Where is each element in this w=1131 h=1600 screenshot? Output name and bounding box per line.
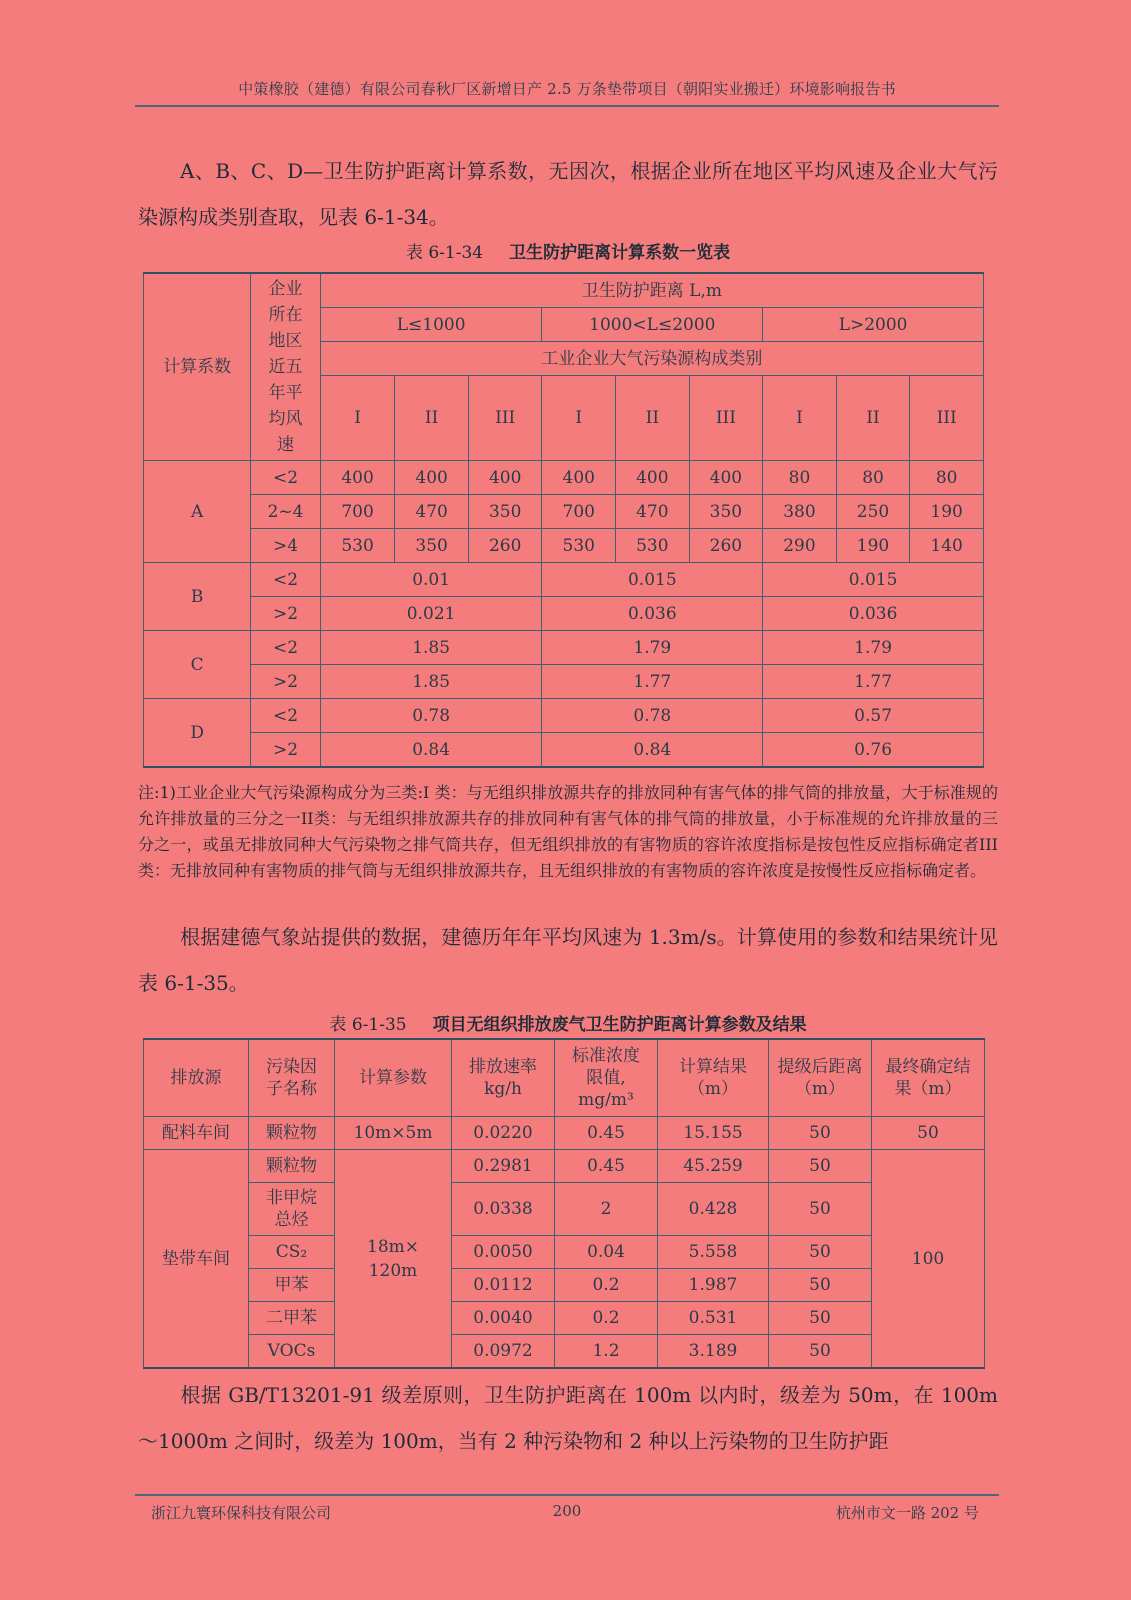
value-cell: 0.01 bbox=[320, 563, 542, 597]
value-cell: 80 bbox=[836, 461, 910, 495]
header-final: 最终确定结果（m） bbox=[872, 1039, 985, 1117]
result-cell: 0.428 bbox=[658, 1183, 769, 1236]
value-cell: 400 bbox=[616, 461, 690, 495]
coef-label: D bbox=[144, 699, 251, 768]
value-cell: 700 bbox=[320, 495, 395, 529]
wind-cell: >2 bbox=[251, 733, 320, 768]
value-cell: 0.76 bbox=[763, 733, 984, 768]
value-cell: 400 bbox=[689, 461, 763, 495]
param-cell: 10m×5m bbox=[335, 1117, 452, 1150]
table-caption-6-1-35 bbox=[138, 1010, 998, 1035]
rate-cell: 0.0972 bbox=[452, 1335, 555, 1369]
value-cell: 1.85 bbox=[320, 665, 542, 699]
class-cell: III bbox=[689, 376, 763, 461]
coef-label: A bbox=[144, 461, 251, 563]
value-cell: 380 bbox=[763, 495, 837, 529]
factor-cell: 二甲苯 bbox=[249, 1302, 335, 1335]
wind-cell: >4 bbox=[251, 529, 320, 563]
header-source: 排放源 bbox=[144, 1039, 249, 1117]
value-cell: 400 bbox=[542, 461, 616, 495]
value-cell: 1.77 bbox=[542, 665, 763, 699]
footer-company: 浙江九寰环保科技有限公司 bbox=[151, 1504, 332, 1522]
paragraph-text: 根据建德气象站提供的数据，建德历年年平均风速为 1.3m/s。计算使用的参数和结果统计见表 6-1-35。 bbox=[138, 925, 998, 995]
caption-title: 卫生防护距离计算系数一览表 bbox=[509, 243, 731, 263]
limit-cell: 0.2 bbox=[555, 1302, 658, 1335]
coefficient-table bbox=[143, 272, 984, 768]
limit-cell: 2 bbox=[555, 1183, 658, 1236]
value-cell: 530 bbox=[616, 529, 690, 563]
header-source-category: 工业企业大气污染源构成类别 bbox=[320, 342, 983, 376]
value-cell: 0.015 bbox=[763, 563, 984, 597]
result-cell: 15.155 bbox=[658, 1117, 769, 1150]
limit-cell: 0.04 bbox=[555, 1236, 658, 1269]
limit-cell: 1.2 bbox=[555, 1335, 658, 1369]
factor-cell: VOCs bbox=[249, 1335, 335, 1369]
value-cell: 190 bbox=[910, 495, 984, 529]
value-cell: 140 bbox=[910, 529, 984, 563]
value-cell: 0.021 bbox=[320, 597, 542, 631]
class-cell: I bbox=[542, 376, 616, 461]
value-cell: 0.015 bbox=[542, 563, 763, 597]
param-cell: 18m× 120m bbox=[335, 1150, 452, 1369]
wind-cell: <2 bbox=[251, 461, 320, 495]
value-cell: 1.79 bbox=[763, 631, 984, 665]
value-cell: 0.84 bbox=[320, 733, 542, 768]
rate-cell: 0.2981 bbox=[452, 1150, 555, 1183]
value-cell: 0.78 bbox=[320, 699, 542, 733]
rate-cell: 0.0040 bbox=[452, 1302, 555, 1335]
header-range: L>2000 bbox=[763, 308, 984, 342]
rate-cell: 0.0220 bbox=[452, 1117, 555, 1150]
wind-cell: <2 bbox=[251, 699, 320, 733]
header-factor: 污染因子名称 bbox=[249, 1039, 335, 1117]
header-result: 计算结果（m） bbox=[658, 1039, 769, 1117]
value-cell: 470 bbox=[616, 495, 690, 529]
factor-cell: 颗粒物 bbox=[249, 1117, 335, 1150]
header-range: 1000<L≤2000 bbox=[542, 308, 763, 342]
value-cell: 250 bbox=[836, 495, 910, 529]
value-cell: 350 bbox=[395, 529, 469, 563]
wind-cell: 2~4 bbox=[251, 495, 320, 529]
value-cell: 470 bbox=[395, 495, 469, 529]
page-footer bbox=[135, 1494, 999, 1523]
value-cell: 400 bbox=[320, 461, 395, 495]
rate-cell: 0.0050 bbox=[452, 1236, 555, 1269]
caption-title: 项目无组织排放废气卫生防护距离计算参数及结果 bbox=[432, 1015, 807, 1035]
value-cell: 700 bbox=[542, 495, 616, 529]
value-cell: 350 bbox=[468, 495, 542, 529]
wind-cell: >2 bbox=[251, 665, 320, 699]
value-cell: 80 bbox=[910, 461, 984, 495]
rate-cell: 0.0112 bbox=[452, 1269, 555, 1302]
value-cell: 80 bbox=[763, 461, 837, 495]
factor-cell: 甲苯 bbox=[249, 1269, 335, 1302]
header-graded: 提级后距离（m） bbox=[769, 1039, 872, 1117]
table-note: 注:1)工业企业大气污染源构成分为三类:I 类：与无组织排放源共存的排放同种有害气体的排气筒的排放量，大于标准规的允许排放量的三分之一II类：与无组织排放源共存的排放同种有害气体的排气筒的排放量，小于标准规的允许排放量的三分之一，或虽无排放同种大气污染物之排气筒共存，但无组织排放的有害物质的容许浓度指标是按包性反应指标确定者III类：无排放同种有害物质的排气筒与无组织排放源共存，且无组织排放的有害物质的容许浓度是按慢性反应指标确定者。 bbox=[138, 783, 998, 880]
result-cell: 0.531 bbox=[658, 1302, 769, 1335]
source-cell: 配料车间 bbox=[144, 1117, 249, 1150]
value-cell: 400 bbox=[468, 461, 542, 495]
header-wind-speed: 企业所在地区近五年平均风速 bbox=[251, 273, 320, 461]
page-number: 200 bbox=[552, 1502, 582, 1520]
page-header: 中策橡胶（建德）有限公司春秋厂区新增日产 2.5 万条垫带项目（朝阳实业搬迁）环境影响报告书 bbox=[135, 78, 999, 107]
factor-cell: 颗粒物 bbox=[249, 1150, 335, 1183]
wind-cell: <2 bbox=[251, 563, 320, 597]
value-cell: 1.77 bbox=[763, 665, 984, 699]
table-caption-6-1-34 bbox=[138, 238, 998, 263]
graded-cell: 50 bbox=[769, 1236, 872, 1269]
paragraph-grading bbox=[138, 1372, 998, 1464]
header-coefficient: 计算系数 bbox=[144, 273, 251, 461]
caption-number: 表 6-1-34 bbox=[405, 243, 484, 263]
class-cell: II bbox=[395, 376, 469, 461]
class-cell: I bbox=[763, 376, 837, 461]
limit-cell: 0.45 bbox=[555, 1117, 658, 1150]
coef-label: C bbox=[144, 631, 251, 699]
rate-cell: 0.0338 bbox=[452, 1183, 555, 1236]
value-cell: 1.85 bbox=[320, 631, 542, 665]
factor-cell: 非甲烷总烃 bbox=[249, 1183, 335, 1236]
value-cell: 190 bbox=[836, 529, 910, 563]
header-limit: 标准浓度限值, mg/m³ bbox=[555, 1039, 658, 1117]
coef-label: B bbox=[144, 563, 251, 631]
source-cell: 垫带车间 bbox=[144, 1150, 249, 1369]
value-cell: 290 bbox=[763, 529, 837, 563]
value-cell: 0.84 bbox=[542, 733, 763, 768]
value-cell: 260 bbox=[689, 529, 763, 563]
limit-cell: 0.2 bbox=[555, 1269, 658, 1302]
graded-cell: 50 bbox=[769, 1150, 872, 1183]
paragraph-text: A、B、C、D—卫生防护距离计算系数，无因次，根据企业所在地区平均风速及企业大气污染源构成类别查取，见表 6-1-34。 bbox=[138, 159, 998, 229]
value-cell: 350 bbox=[689, 495, 763, 529]
value-cell: 0.57 bbox=[763, 699, 984, 733]
class-cell: I bbox=[320, 376, 395, 461]
value-cell: 260 bbox=[468, 529, 542, 563]
caption-number: 表 6-1-35 bbox=[329, 1015, 407, 1035]
limit-cell: 0.45 bbox=[555, 1150, 658, 1183]
value-cell: 0.036 bbox=[763, 597, 984, 631]
graded-cell: 50 bbox=[769, 1183, 872, 1236]
value-cell: 400 bbox=[395, 461, 469, 495]
class-cell: II bbox=[836, 376, 910, 461]
paragraph-text: 根据 GB/T13201-91 级差原则，卫生防护距离在 100m 以内时，级差为 50m，在 100m～1000m 之间时，级差为 100m，当有 2 种污染物和 2 种以上污染物的卫生防护距 bbox=[138, 1383, 998, 1453]
header-distance: 卫生防护距离 L,m bbox=[320, 273, 983, 308]
final-cell: 50 bbox=[872, 1117, 985, 1150]
result-cell: 45.259 bbox=[658, 1150, 769, 1183]
value-cell: 1.79 bbox=[542, 631, 763, 665]
class-cell: III bbox=[910, 376, 984, 461]
paragraph-wind-speed bbox=[138, 914, 998, 1006]
results-table bbox=[143, 1038, 985, 1369]
paragraph-coefficients bbox=[138, 148, 998, 240]
factor-cell: CS₂ bbox=[249, 1236, 335, 1269]
result-cell: 1.987 bbox=[658, 1269, 769, 1302]
wind-cell: <2 bbox=[251, 631, 320, 665]
graded-cell: 50 bbox=[769, 1335, 872, 1369]
footer-address: 杭州市文一路 202 号 bbox=[835, 1504, 979, 1522]
wind-cell: >2 bbox=[251, 597, 320, 631]
header-param: 计算参数 bbox=[335, 1039, 452, 1117]
class-cell: II bbox=[616, 376, 690, 461]
graded-cell: 50 bbox=[769, 1302, 872, 1335]
value-cell: 530 bbox=[320, 529, 395, 563]
value-cell: 530 bbox=[542, 529, 616, 563]
header-range: L≤1000 bbox=[320, 308, 542, 342]
result-cell: 5.558 bbox=[658, 1236, 769, 1269]
class-cell: III bbox=[468, 376, 542, 461]
final-cell: 100 bbox=[872, 1150, 985, 1369]
graded-cell: 50 bbox=[769, 1117, 872, 1150]
value-cell: 0.78 bbox=[542, 699, 763, 733]
header-rate: 排放速率 kg/h bbox=[452, 1039, 555, 1117]
value-cell: 0.036 bbox=[542, 597, 763, 631]
graded-cell: 50 bbox=[769, 1269, 872, 1302]
result-cell: 3.189 bbox=[658, 1335, 769, 1369]
